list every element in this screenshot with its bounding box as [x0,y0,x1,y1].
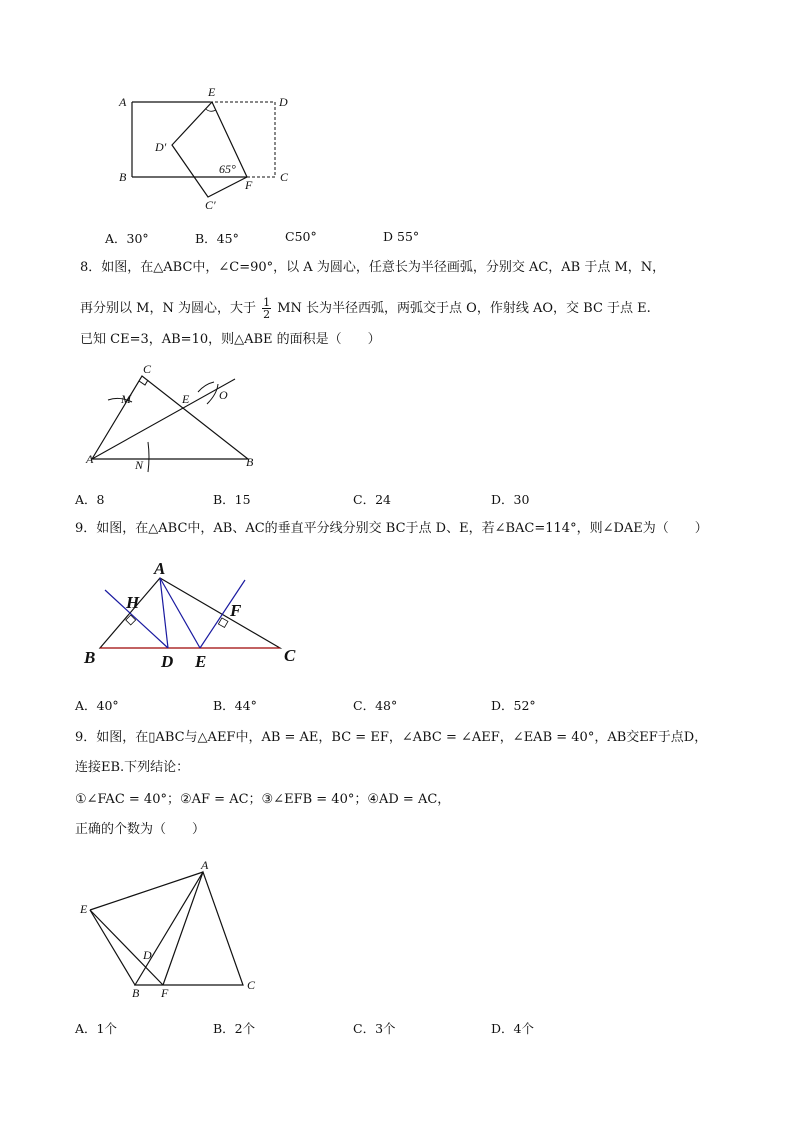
q8-option-b[interactable]: B．15 [213,492,251,507]
q7-label-cp: C′ [205,198,216,212]
q8-line2-post: MN 长为半径西弧，两弧交于点 O，作射线 AO，交 BC 于点 E. [277,301,651,316]
q9b-option-b[interactable]: B．2个 [213,1021,256,1036]
q9b-label-c: C [247,978,256,992]
q9a-label-d: D [161,652,174,671]
q7-option-a[interactable]: A．30° [105,231,149,246]
q8-label-o: O [219,388,228,402]
q7-label-a: A [119,95,127,109]
q7-label-f: F [245,178,253,192]
q8-label-b: B [246,455,254,469]
q9b-label-a: A [201,858,209,872]
q9a-figure [80,560,310,670]
q7-label-e: E [208,85,216,99]
q7-label-dp: D′ [155,140,167,154]
q9a-option-b[interactable]: B．44° [213,698,257,713]
q7-option-b[interactable]: B．45° [195,231,239,246]
q9a-text-line1: 9．如图，在△ABC中，AB、AC的垂直平分线分别交 BC于点 D、E，若∠BAC=114°，则∠DAE为（ ） [75,521,708,536]
q9b-text-line1: 9．如图，在▯ABC与△AEF中，AB = AE，BC = EF，∠ABC = ∠AEF，∠EAB = 40°，AB交EF于点D， [75,730,708,745]
q8-figure [80,362,260,477]
q7-option-d[interactable]: D 55° [383,229,420,244]
q8-line2-pre: 再分别以 M，N 为圆心，大于 [80,301,256,316]
q9b-text-line2: 连接EB.下列结论： [75,760,190,775]
q9a-label-h: H [126,593,140,612]
q9b-option-c[interactable]: C．3个 [353,1021,396,1036]
q7-figure [110,85,310,215]
q8-text-line3: 已知 CE=3，AB=10，则△ABE 的面积是（ ） [80,332,381,347]
q8-option-a[interactable]: A．8 [75,492,105,507]
q7-label-c: C [280,170,289,184]
q9a-label-c: C [284,646,296,665]
q9a-option-c[interactable]: C．48° [353,698,398,713]
q9b-label-e: E [80,902,88,916]
q8-label-a: A [86,452,94,466]
q7-label-angle: 65° [219,162,236,176]
q8-label-m: M [121,392,131,406]
q9b-label-d: D [143,948,152,962]
q8-text-line1: 8．如图，在△ABC中，∠C=90°，以 A 为圆心，任意长为半径画弧，分别交 AC，AB 于点 M，N， [80,260,666,275]
q7-option-c[interactable]: C50° [285,229,317,244]
q8-frac-num: 1 [263,296,271,309]
q8-label-c: C [143,362,152,376]
q9b-figure [75,855,275,1005]
q8-label-e: E [182,392,190,406]
q9a-option-d[interactable]: D．52° [491,698,536,713]
q8-label-n: N [135,458,144,472]
q9a-label-e: E [195,652,207,671]
q8-text-line2 [80,297,651,320]
q9a-label-b: B [84,648,96,667]
q9a-option-a[interactable]: A．40° [75,698,119,713]
q9b-label-b: B [132,986,140,1000]
q9b-text-line3: ①∠FAC = 40°；②AF = AC；③∠EFB = 40°；④AD = AC， [75,792,451,807]
q7-label-b: B [119,170,127,184]
q8-option-c[interactable]: C．24 [353,492,391,507]
q8-option-d[interactable]: D．30 [491,492,530,507]
q9a-label-a: A [154,559,166,578]
q7-label-d: D [279,95,288,109]
q9b-label-f: F [161,986,169,1000]
q8-frac-den: 2 [263,308,271,321]
q8-fraction [262,297,271,320]
q9b-option-d[interactable]: D．4个 [491,1021,534,1036]
q9a-label-f: F [230,601,242,620]
q9b-option-a[interactable]: A．1个 [75,1021,117,1036]
q9b-text-line4: 正确的个数为（ ） [75,822,206,837]
